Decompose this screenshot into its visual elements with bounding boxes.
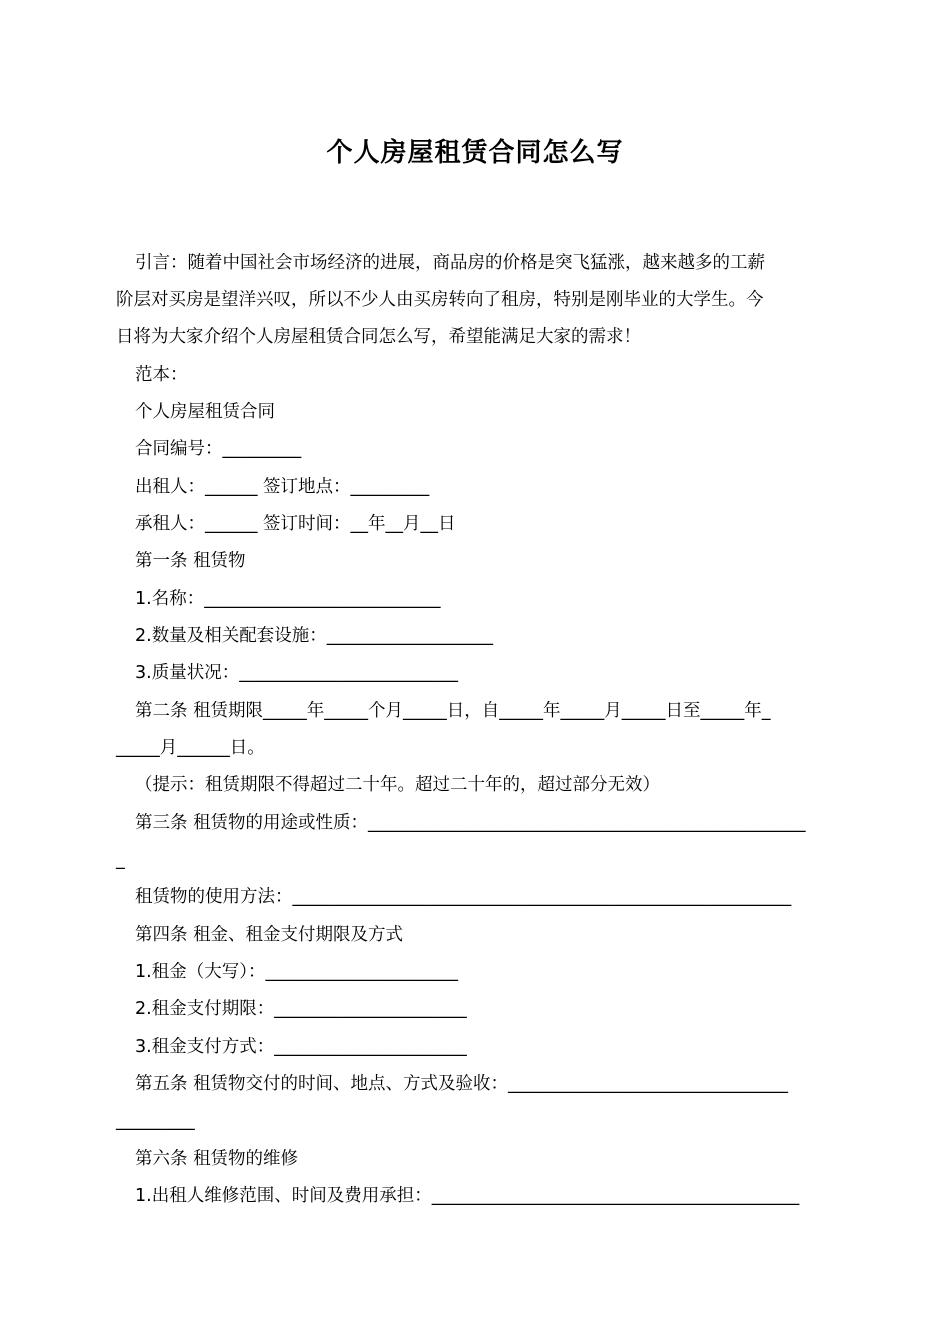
paragraph-line: 1.名称：___________________________ (135, 589, 441, 609)
paragraph-line: 范本： (135, 365, 188, 385)
paragraph-line: 3.质量状况：_________________________ (135, 663, 458, 683)
paragraph-line: 租赁物的使用方法：_________________________________________________________ (135, 887, 792, 907)
paragraph-line: 第二条 租赁期限_____年_____个月_____日，自_____年_____月_____日至_____年_ (135, 701, 771, 721)
paragraph-line: 出租人：______ 签订地点：_________ (135, 477, 430, 497)
paragraph-line: 第五条 租赁物交付的时间、地点、方式及验收：________________________________ (135, 1074, 789, 1094)
paragraph-line: 个人房屋租赁合同 (135, 402, 275, 422)
paragraph-line: 引言：随着中国社会市场经济的进展，商品房的价格是突飞猛涨，越来越多的工薪 (135, 253, 765, 273)
paragraph-line: 1.出租人维修范围、时间及费用承担：__________________________________________ (135, 1186, 800, 1206)
paragraph-line: 承租人：______ 签订时间：__年__月__日 (135, 514, 456, 534)
paragraph-line: 1.租金（大写）：______________________ (135, 962, 458, 982)
paragraph-line: （提示：租赁期限不得超过二十年。超过二十年的，超过部分无效） (135, 775, 660, 795)
document-title: 个人房屋租赁合同怎么写 (326, 138, 624, 168)
paragraph-line: 3.租金支付方式：______________________ (135, 1037, 467, 1057)
paragraph-line: 阶层对买房是望洋兴叹，所以不少人由买房转向了租房，特别是刚毕业的大学生。今 (116, 290, 764, 310)
paragraph-line: 合同编号：_________ (135, 439, 302, 459)
paragraph-line: 第六条 租赁物的维修 (135, 1149, 299, 1169)
paragraph-line: _ (116, 850, 125, 870)
paragraph-line: _________ (116, 1111, 195, 1131)
paragraph-line: 2.数量及相关配套设施：___________________ (135, 626, 493, 646)
paragraph-line: 第一条 租赁物 (135, 551, 246, 571)
paragraph-line: _____月______日。 (116, 738, 265, 758)
paragraph-line: 第三条 租赁物的用途或性质：__________________________________________________ (135, 813, 806, 833)
paragraph-line: 日将为大家介绍个人房屋租赁合同怎么写，希望能满足大家的需求！ (116, 327, 641, 347)
paragraph-line: 2.租金支付期限：______________________ (135, 999, 467, 1019)
paragraph-line: 第四条 租金、租金支付期限及方式 (135, 925, 404, 945)
